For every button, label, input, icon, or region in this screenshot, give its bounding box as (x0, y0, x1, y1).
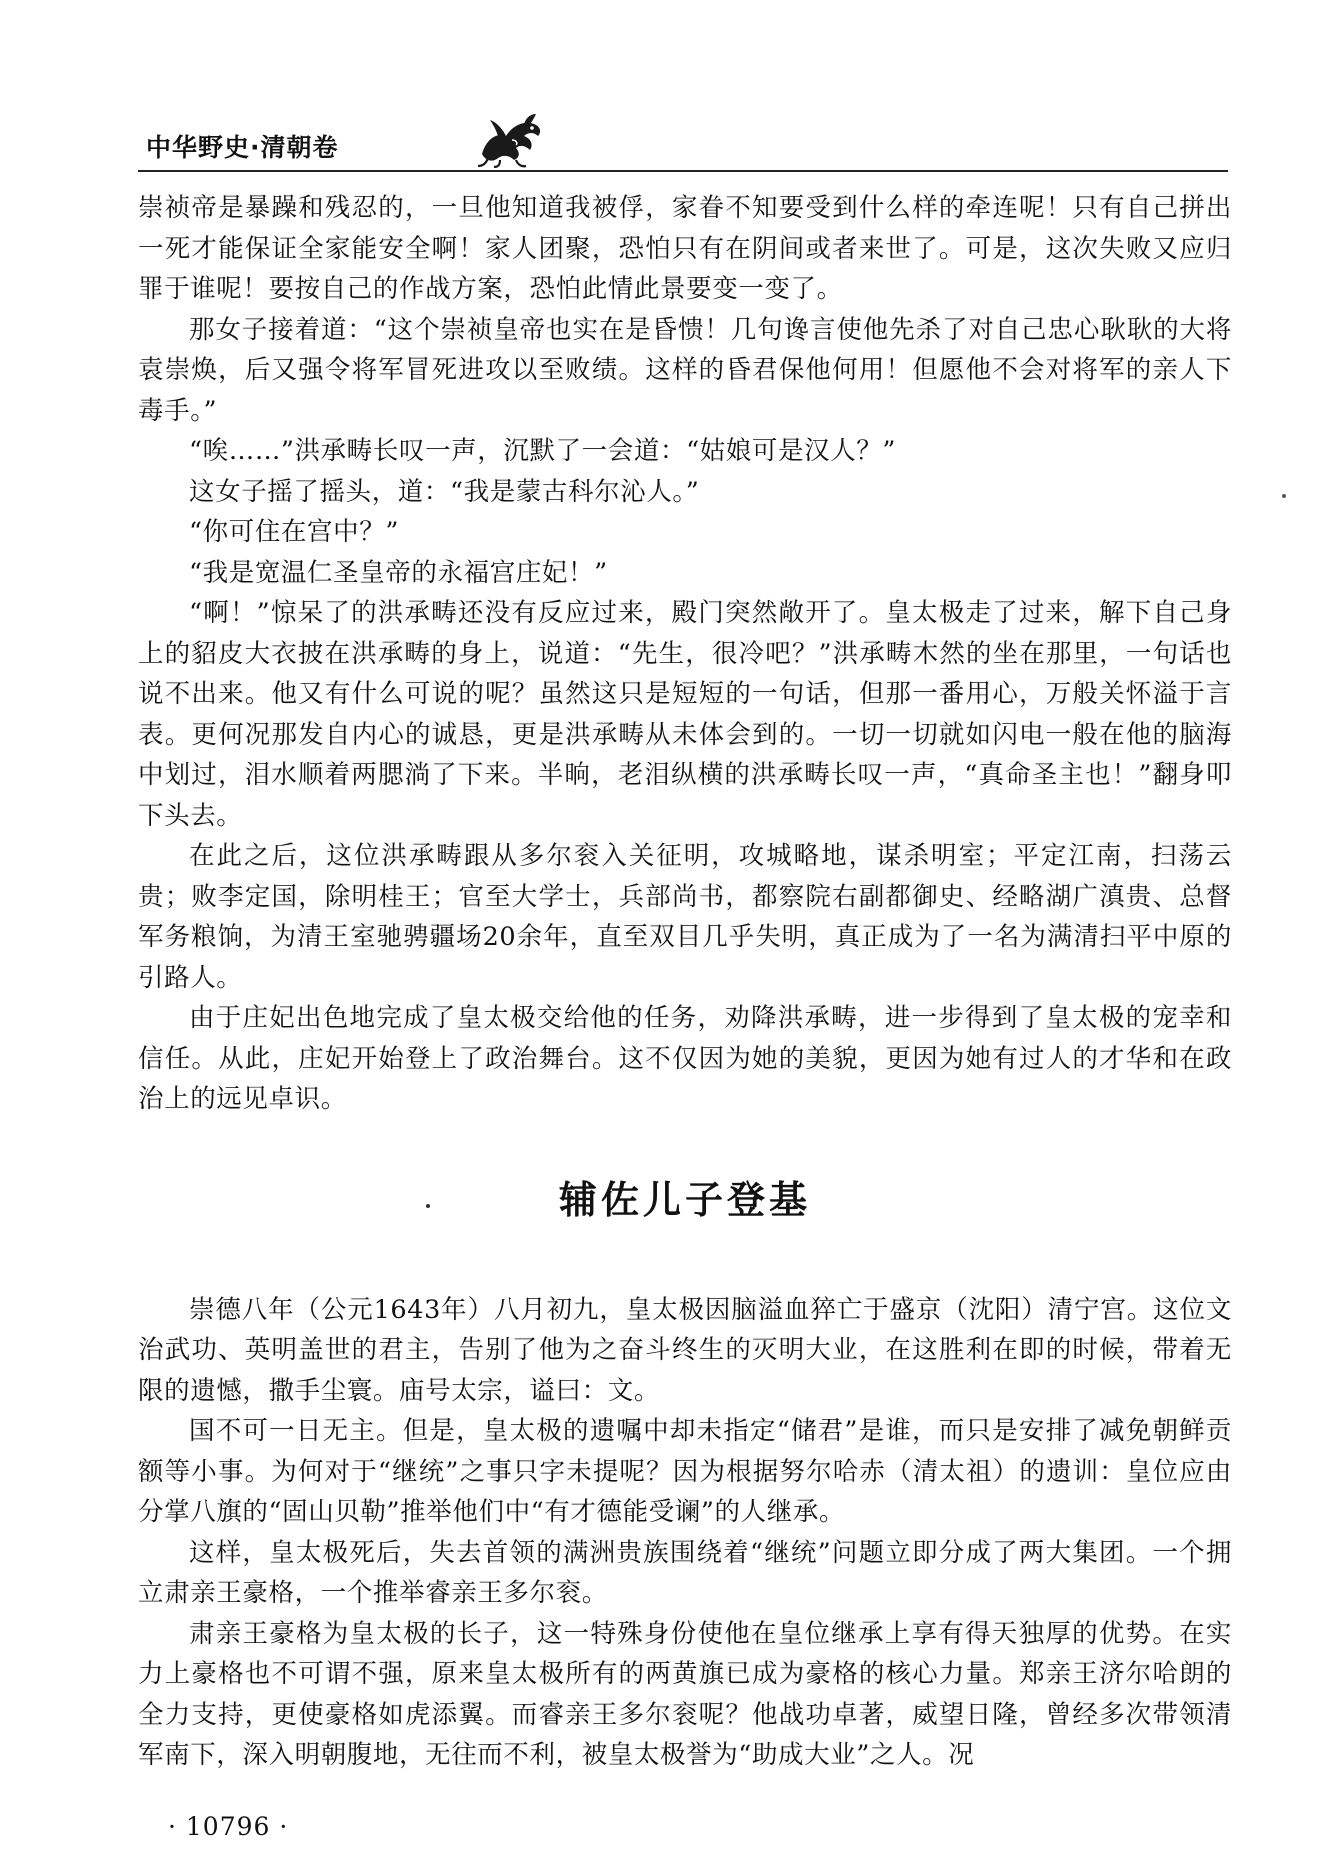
paragraph: “啊！”惊呆了的洪承畴还没有反应过来，殿门突然敞开了。皇太极走了过来，解下自己身上的貂皮大衣披在洪承畴的身上，说道：“先生，很冷吧？”洪承畴木然的坐在那里，一句话也说不出来。他又有什么可说的呢？虽然这只是短短的一句话，但那一番用心，万般关怀溢于言表。更何况那发自内心的诚恳，更是洪承畴从未体会到的。一切一切就如闪电一般在他的脑海中划过，泪水顺着两腮淌了下来。半晌，老泪纵横的洪承畴长叹一声，“真命圣主也！”翻身叩下头去。 (138, 598, 1232, 831)
paragraph: 由于庄妃出色地完成了皇太极交给他的任务，劝降洪承畴，进一步得到了皇太极的宠幸和信任。从此，庄妃开始登上了政治舞台。这不仅因为她的美貌，更因为她有过人的才华和在政治上的远见卓识。 (138, 1003, 1232, 1114)
heading-speck (426, 1204, 430, 1208)
paragraph: 国不可一日无主。但是，皇太极的遗嘱中却未指定“储君”是谁，而只是安排了减免朝鲜贡额等小事。为何对于“继统”之事只字未提呢？因为根据努尔哈赤（清太祖）的遗训：皇位应由分掌八旗的“固山贝勒”推举他们中“有才德能受谰”的人继承。 (138, 1416, 1232, 1527)
paragraph: “你可住在宫中？” (189, 517, 399, 547)
paragraph: “唉……”洪承畴长叹一声，沉默了一会道：“姑娘可是汉人？” (189, 436, 897, 466)
section-heading-text: 辅佐儿子登基 (558, 1177, 811, 1222)
paragraph: “我是宽温仁圣皇帝的永福宫庄妃！” (189, 557, 608, 588)
section-heading (138, 1120, 1232, 1290)
paragraph: 这女子摇了摇头，道：“我是蒙古科尔沁人。” (189, 476, 700, 507)
margin-speck (1282, 494, 1286, 498)
page-header (138, 116, 1228, 172)
paragraph: 肃亲王豪格为皇太极的长子，这一特殊身份使他在皇位继承上享有得天独厚的优势。在实力上豪格也不可谓不强，原来皇太极所有的两黄旗已成为豪格的核心力量。郑亲王济尔哈朗的全力支持，更使豪格如虎添翼。而睿亲王多尔衮呢？他战功卓著，威望日隆，曾经多次带领清军南下，深入明朝腹地，无往而不利，被皇太极誉为“助成大业”之人。况 (138, 1618, 1232, 1770)
paragraph: 崇祯帝是暴躁和残忍的，一旦他知道我被俘，家眷不知要受到什么样的牵连呢！只有自己拼出一死才能保证全家能安全啊！家人团聚，恐怕只有在阴间或者来世了。可是，这次失败又应归罪于谁呢！要按自己的作战方案，恐怕此情此景要变一变了。 (138, 193, 1232, 304)
header-divider (138, 170, 1228, 172)
paragraph: 在此之后，这位洪承畴跟从多尔衮入关征明，攻城略地，谋杀明室；平定江南，扫荡云贵；败李定国，除明桂王；官至大学士，兵部尚书，都察院右副都御史、经略湖广滇贵、总督军务粮饷，为清王室驰骋疆场20余年，直至双目几乎失明，真正成为了一名为满清扫平中原的引路人。 (138, 841, 1232, 993)
paragraph: 那女子接着道：“这个崇祯皇帝也实在是昏愦！几句谗言使他先杀了对自己忠心耿耿的大将袁崇焕，后又强令将军冒死进攻以至败绩。这样的昏君保他何用！但愿他不会对将军的亲人下毒手。” (138, 314, 1232, 426)
paragraph: 这样，皇太极死后，失去首领的满洲贵族围绕着“继统”问题立即分成了两大集团。一个拥立肃亲王豪格，一个推举睿亲王多尔衮。 (138, 1537, 1232, 1608)
dragon-logo-icon (476, 110, 546, 168)
main-text (138, 188, 1232, 1776)
paragraph: 崇德八年（公元1643年）八月初九，皇太极因脑溢血猝亡于盛京（沈阳）清宁宫。这位文治武功、英明盖世的君主，告别了他为之奋斗终生的灭明大业，在这胜利在即的时候，带着无限的遗憾，撒手尘寰。庙号太宗，谥曰：文。 (138, 1294, 1232, 1406)
page-number: · 10796 · (168, 1812, 289, 1841)
book-title: 中华野史·清朝卷 (146, 133, 339, 162)
